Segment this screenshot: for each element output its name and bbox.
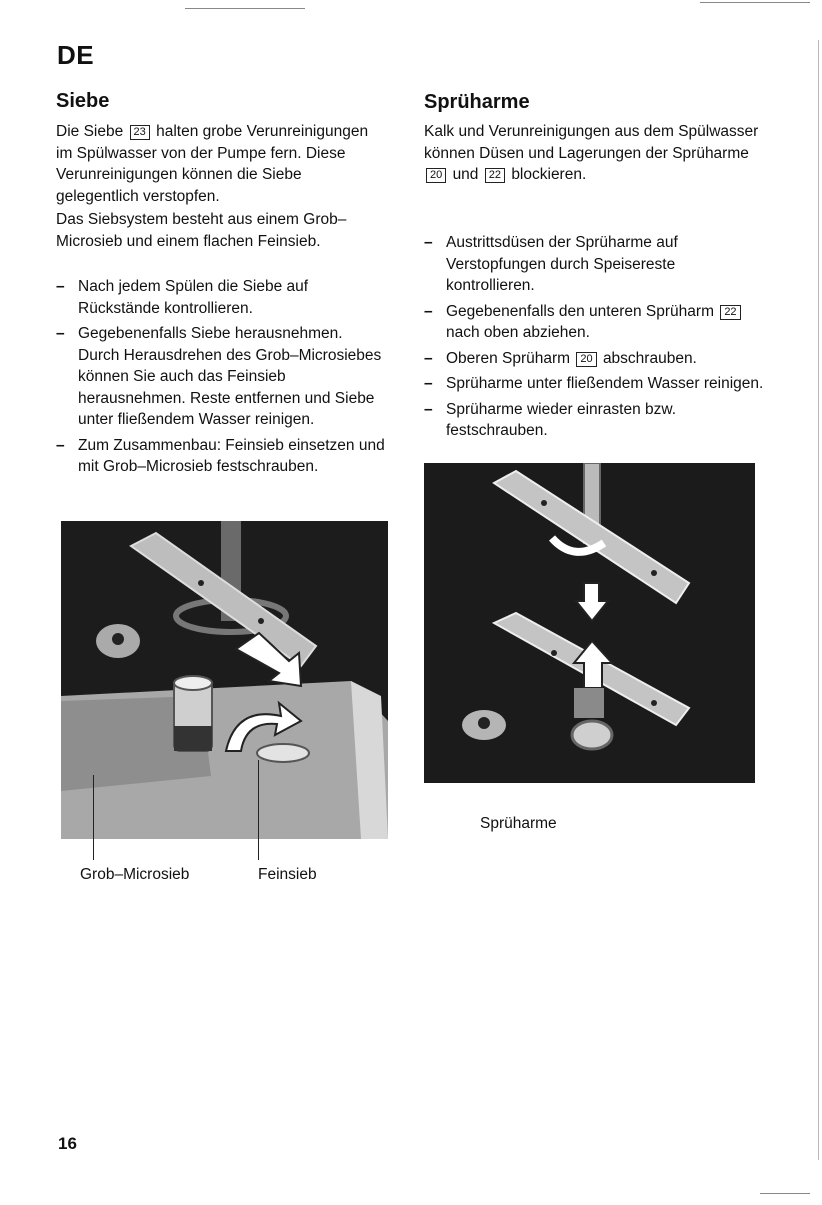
siebe-paragraph-1 bbox=[56, 121, 386, 207]
intro-text-pre: Kalk und Verunreinigungen aus dem Spülwasser können Düsen und Lagerungen der Sprüharme bbox=[424, 123, 759, 162]
scan-artifact-edge bbox=[818, 40, 819, 1160]
intro-text-post: blockieren. bbox=[511, 166, 587, 183]
list-item-text-pre: Oberen Sprüharm bbox=[446, 349, 571, 367]
list-item: – Nach jedem Spülen die Siebe auf Rückstände kontrollieren. bbox=[56, 276, 386, 319]
caption-spruharme: Sprüharme bbox=[480, 815, 557, 832]
intro-text-mid: und bbox=[452, 166, 479, 183]
leader-line-grob-microsieb bbox=[93, 775, 94, 860]
list-item-text-post: nach oben abziehen. bbox=[446, 324, 590, 341]
spray-arms-illustration bbox=[424, 463, 755, 783]
list-item bbox=[424, 348, 764, 370]
leader-line-feinsieb bbox=[258, 760, 259, 860]
reference-box-23: 23 bbox=[130, 125, 150, 140]
list-item: – Sprüharme wieder einrasten bzw. festschrauben. bbox=[424, 399, 764, 442]
scan-artifact-line bbox=[700, 2, 810, 3]
reference-box-22: 22 bbox=[485, 168, 505, 183]
reference-box-20: 20 bbox=[576, 352, 596, 367]
language-code: DE bbox=[57, 40, 95, 70]
list-item bbox=[424, 301, 764, 344]
spruharme-intro bbox=[424, 121, 764, 186]
scan-artifact-line bbox=[760, 1193, 810, 1194]
list-item-text-pre: Gegebenenfalls den unteren Sprüharm bbox=[446, 302, 714, 320]
section-title-siebe: Siebe bbox=[56, 90, 110, 112]
list-item: – Austrittsdüsen der Sprüharme auf Verstopfungen durch Speisereste kontrollieren. bbox=[424, 232, 764, 297]
list-item: – Zum Zusammenbau: Feinsieb einsetzen und mit Grob–Microsieb festschrauben. bbox=[56, 435, 386, 478]
list-item-text-post: abschrauben. bbox=[602, 349, 697, 367]
siebe-para1-text-pre: Die Siebe bbox=[56, 123, 124, 140]
filter-photo bbox=[61, 521, 388, 839]
siebe-paragraph-2: Das Siebsystem besteht aus einem Grob–Microsieb und einem flachen Feinsieb. bbox=[56, 211, 347, 250]
scan-artifact-line bbox=[185, 8, 305, 9]
list-item: – Sprüharme unter fließendem Wasser reinigen. bbox=[424, 373, 764, 395]
reference-box-22: 22 bbox=[720, 305, 740, 320]
siebe-instruction-list bbox=[56, 276, 386, 482]
filter-illustration bbox=[61, 521, 388, 839]
caption-feinsieb: Feinsieb bbox=[258, 866, 317, 883]
spruharme-instruction-list bbox=[424, 232, 764, 446]
spray-arms-photo bbox=[424, 463, 755, 783]
reference-box-20: 20 bbox=[426, 168, 446, 183]
section-title-spruharme: Sprüharme bbox=[424, 91, 530, 113]
page-number: 16 bbox=[58, 1134, 77, 1153]
siebe-para1-text-post: halten grobe Verunreinigungen im Spülwasser von der Pumpe fern. Diese Verunreinigungen können die Siebe gelegentlich verstopfen. bbox=[56, 123, 369, 205]
list-item: – Gegebenenfalls Siebe herausnehmen. Durch Herausdrehen des Grob–Microsiebes können Sie auch das Feinsieb herausnehmen. Reste entfernen und Siebe unter fließendem Wasser reinigen. bbox=[56, 323, 386, 431]
caption-grob-microsieb: Grob–Microsieb bbox=[80, 866, 190, 883]
